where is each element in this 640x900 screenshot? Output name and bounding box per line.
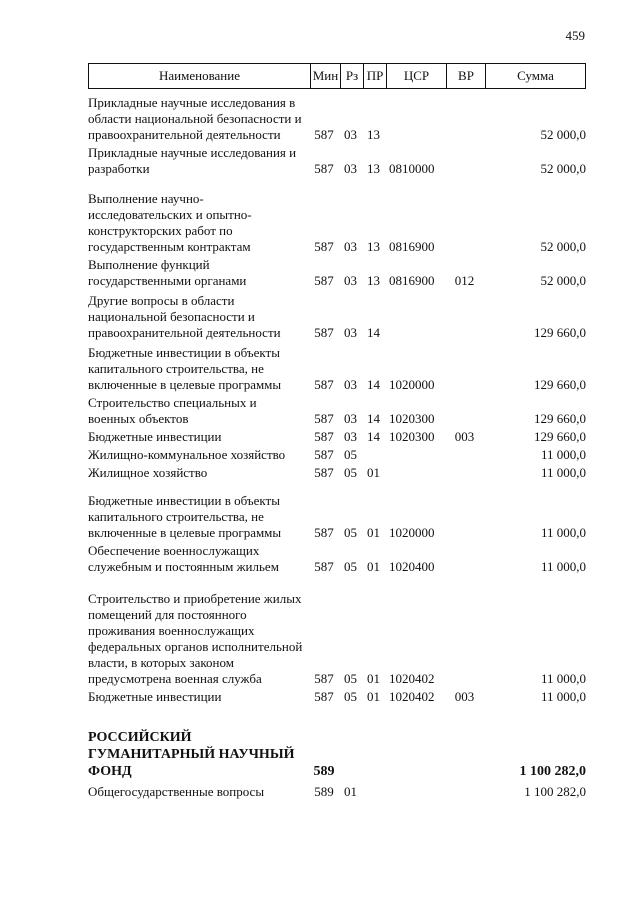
table-row [88,345,586,393]
row-csr: 1020000 [389,377,435,392]
row-pr: 01 [367,689,380,704]
row-pr: 01 [367,559,380,574]
row-sum: 52 000,0 [540,161,586,176]
row-sum: 129 660,0 [534,429,586,444]
row-pr: 14 [367,377,380,392]
row-rz: 03 [344,239,357,254]
row-min: 587 [314,559,334,574]
row-name: Бюджетные инвестиции в объекты капитального строительства, не включенные в целевые программы [88,493,282,540]
row-min: 587 [314,447,334,462]
row-sum: 52 000,0 [540,273,586,288]
row-min: 587 [314,525,334,540]
header-min: Мин [310,64,340,88]
row-name: Бюджетные инвестиции [88,429,222,444]
header-rz: Рз [340,64,363,88]
row-sum: 11 000,0 [540,559,586,574]
row-rz: 03 [344,273,357,288]
header-vr: ВР [446,64,485,88]
row-rz: 05 [344,465,357,480]
row-name: Выполнение функций государственными органами [88,257,247,288]
row-name: Жилищное хозяйство [88,465,208,480]
header-csr: ЦСР [386,64,446,88]
row-rz: 01 [344,784,357,799]
row-rz: 03 [344,377,357,392]
table-row [88,543,586,575]
row-vr: 003 [454,429,475,444]
header-sum: Сумма [485,64,585,88]
header-name: Наименование [159,68,240,83]
row-csr: 1020300 [389,429,435,444]
row-pr: 13 [367,127,380,142]
table-body [88,95,586,800]
row-min: 587 [314,161,334,176]
table-row [88,145,586,177]
row-rz: 03 [344,429,357,444]
table-row [88,493,586,541]
row-min: 587 [314,325,334,340]
row-rz: 05 [344,671,357,686]
row-sum: 11 000,0 [540,465,586,480]
row-pr: 14 [367,411,380,426]
row-sum: 129 660,0 [534,325,586,340]
row-sum: 11 000,0 [540,671,586,686]
row-pr: 01 [367,465,380,480]
row-pr: 14 [367,429,380,444]
row-rz: 05 [344,689,357,704]
row-csr: 1020000 [389,525,435,540]
table-row [88,395,586,427]
table-row [88,95,586,143]
row-min: 587 [314,273,334,288]
row-name: Строительство специальных и военных объектов [88,395,257,426]
row-csr: 0816900 [389,273,435,288]
row-name: Прикладные научные исследования и разработки [88,145,297,176]
row-csr: 0810000 [389,161,435,176]
row-vr: 012 [454,273,475,288]
row-name: Бюджетные инвестиции в объекты капитального строительства, не включенные в целевые программы [88,345,282,392]
row-name: Прикладные научные исследования в области национальной безопасности и правоохранительной деятельности [88,95,302,142]
row-csr: 1020402 [389,671,435,686]
row-sum: 11 000,0 [540,447,586,462]
table-row [88,293,586,341]
row-min: 589 [314,784,334,799]
row-min: 587 [314,429,334,444]
row-sum: 1 100 282,0 [519,764,586,779]
row-pr: 13 [367,239,380,254]
row-name: Бюджетные инвестиции [88,689,222,704]
row-name: Выполнение научно-исследовательских и опытно-конструкторских работ по государственным контрактам [88,191,252,254]
row-sum: 129 660,0 [534,411,586,426]
row-rz: 05 [344,525,357,540]
page-number: 459 [565,28,585,43]
row-sum: 11 000,0 [540,525,586,540]
row-pr: 01 [367,671,380,686]
row-csr: 1020400 [389,559,435,574]
table-row [88,191,586,255]
row-min: 587 [314,671,334,686]
row-sum: 1 100 282,0 [524,784,586,799]
row-rz: 03 [344,411,357,426]
row-min: 587 [314,377,334,392]
table-header [88,63,586,89]
table-row [88,257,586,289]
row-min: 587 [314,239,334,254]
row-name: Общегосударственные вопросы [88,784,265,799]
row-csr: 0816900 [389,239,435,254]
row-pr: 14 [367,325,380,340]
row-rz: 03 [344,161,357,176]
header-pr: ПР [363,64,386,88]
row-vr: 003 [454,689,475,704]
row-rz: 03 [344,325,357,340]
row-csr: 1020402 [389,689,435,704]
row-name: РОССИЙСКИЙ ГУМАНИТАРНЫЙ НАУЧНЫЙ ФОНД [88,730,295,779]
row-rz: 03 [344,127,357,142]
row-rz: 05 [344,559,357,574]
row-min: 589 [313,764,335,779]
row-name: Строительство и приобретение жилых помещений для постоянного проживания военнослужащих федеральных органов исполнительной власти, в которых законом предусмотрена военная служба [88,591,303,686]
row-name: Обеспечение военнослужащих служебным и постоянным жильем [88,543,279,574]
row-min: 587 [314,465,334,480]
row-min: 587 [314,411,334,426]
table-row [88,429,586,445]
table-row [88,591,586,687]
row-pr: 13 [367,273,380,288]
table-row-section [88,729,586,780]
row-pr: 01 [367,525,380,540]
table-row [88,447,586,463]
row-name: Другие вопросы в области национальной безопасности и правоохранительной деятельности [88,293,281,340]
row-rz: 05 [344,447,357,462]
row-sum: 129 660,0 [534,377,586,392]
row-pr: 13 [367,161,380,176]
table-row [88,465,586,481]
table-row [88,784,586,800]
row-name: Жилищно-коммунальное хозяйство [88,447,286,462]
row-min: 587 [314,689,334,704]
row-sum: 52 000,0 [540,127,586,142]
row-sum: 11 000,0 [540,689,586,704]
row-min: 587 [314,127,334,142]
row-csr: 1020300 [389,411,435,426]
table-row [88,689,586,705]
row-sum: 52 000,0 [540,239,586,254]
